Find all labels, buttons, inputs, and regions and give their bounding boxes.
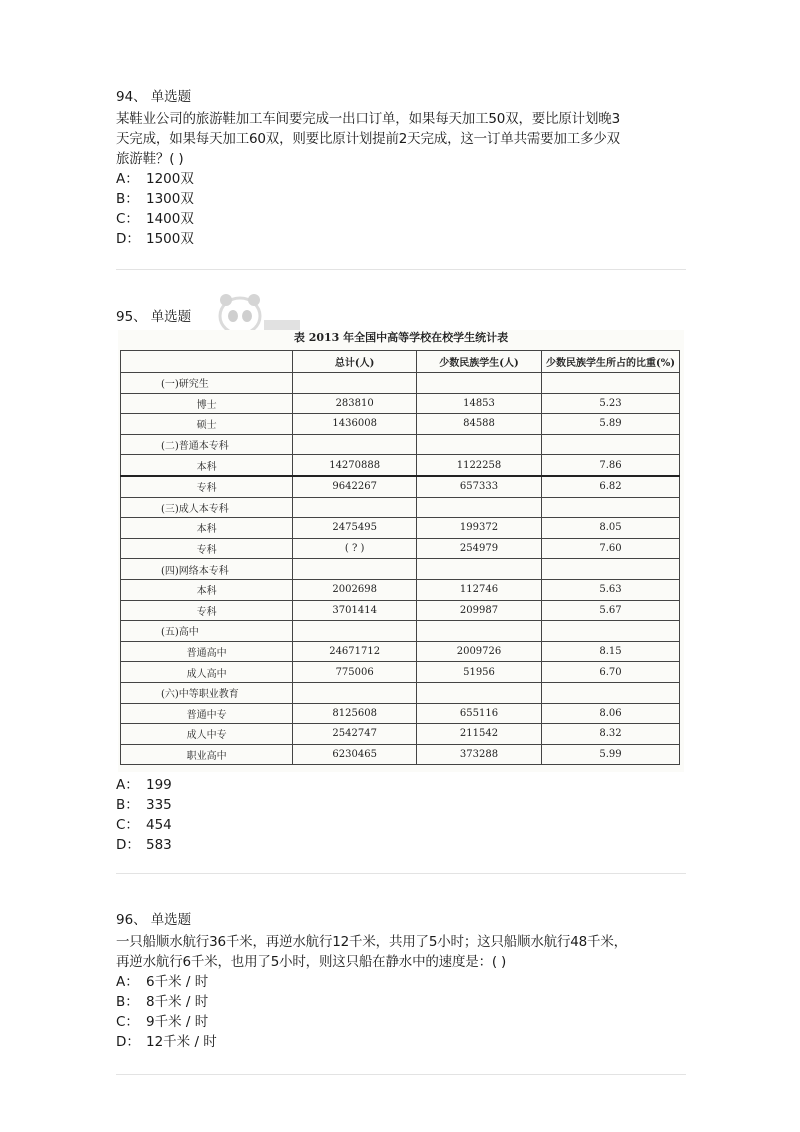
ratio-cell: [542, 497, 680, 518]
minority-cell: 2009726: [416, 641, 541, 662]
row-label: 本科: [121, 579, 293, 600]
minority-cell: [416, 497, 541, 518]
row-label: 硕士: [121, 414, 293, 435]
option-c[interactable]: [116, 815, 686, 835]
option-a[interactable]: [116, 775, 686, 795]
minority-cell: 14853: [416, 393, 541, 414]
option-label: B：: [116, 191, 139, 207]
question-type: 单选题: [150, 89, 192, 105]
row-label: 专科: [121, 476, 293, 497]
total-cell: 3701414: [293, 600, 417, 621]
row-label: 成人高中: [121, 662, 293, 683]
total-cell: [293, 373, 417, 394]
question-number: 94、: [116, 89, 147, 105]
table-row: [121, 414, 680, 435]
option-d[interactable]: [116, 835, 686, 855]
ratio-cell: 6.70: [542, 662, 680, 683]
question-header: [116, 911, 686, 929]
total-cell: 8125608: [293, 703, 417, 724]
ratio-cell: 8.15: [542, 641, 680, 662]
option-label: D：: [116, 231, 140, 247]
total-cell: ( ? ): [293, 538, 417, 559]
table-row: [121, 662, 680, 683]
header-cell: [121, 351, 293, 373]
table-row: [121, 518, 680, 539]
minority-cell: 254979: [416, 538, 541, 559]
option-label: C：: [116, 1014, 139, 1030]
total-cell: 1436008: [293, 414, 417, 435]
ratio-cell: 6.82: [542, 476, 680, 497]
divider: [116, 873, 686, 874]
table-row: [121, 476, 680, 497]
table-row: [121, 703, 680, 724]
total-cell: 9642267: [293, 476, 417, 497]
total-cell: [293, 682, 417, 703]
row-label: (五)高中: [121, 621, 293, 642]
minority-cell: [416, 434, 541, 455]
header-cell: 少数民族学生所占的比重(%): [542, 351, 680, 373]
table-row: [121, 559, 680, 580]
ratio-cell: 8.05: [542, 518, 680, 539]
option-label: A：: [116, 974, 139, 990]
option-text: 9千米 / 时: [146, 1014, 209, 1030]
table-row: [121, 682, 680, 703]
option-text: 12千米 / 时: [146, 1034, 217, 1050]
option-label: C：: [116, 211, 139, 227]
row-label: (三)成人本专科: [121, 497, 293, 518]
option-c[interactable]: [116, 209, 686, 229]
stem-line: 一只船顺水航行36千米，再逆水航行12千米，共用了5小时；这只船顺水航行48千米，: [116, 934, 627, 950]
ratio-cell: [542, 621, 680, 642]
option-label: D：: [116, 837, 140, 853]
minority-cell: 199372: [416, 518, 541, 539]
table-row: [121, 600, 680, 621]
minority-cell: 655116: [416, 703, 541, 724]
total-cell: 2475495: [293, 518, 417, 539]
question-number: 95、: [116, 309, 147, 325]
table-row: [121, 744, 680, 765]
total-cell: 14270888: [293, 455, 417, 476]
ratio-cell: 5.89: [542, 414, 680, 435]
option-text: 1200双: [146, 171, 194, 187]
row-label: 职业高中: [121, 744, 293, 765]
stem-line: 再逆水航行6千米，也用了5小时，则这只船在静水中的速度是：( ): [116, 954, 507, 970]
minority-cell: 657333: [416, 476, 541, 497]
ratio-cell: [542, 373, 680, 394]
table-row: [121, 393, 680, 414]
minority-cell: 1122258: [416, 455, 541, 476]
ratio-cell: 5.23: [542, 393, 680, 414]
row-label: 本科: [121, 455, 293, 476]
total-cell: [293, 559, 417, 580]
option-b[interactable]: [116, 189, 686, 209]
total-cell: [293, 434, 417, 455]
question-type: 单选题: [150, 309, 192, 325]
minority-cell: 373288: [416, 744, 541, 765]
ratio-cell: 5.63: [542, 579, 680, 600]
row-label: (六)中等职业教育: [121, 682, 293, 703]
table-row: [121, 373, 680, 394]
table-row: [121, 497, 680, 518]
stem-line: 天完成，如果每天加工60双，则要比原计划提前2天完成，这一订单共需要加工多少双: [116, 131, 620, 147]
header-cell: 少数民族学生(人): [416, 351, 541, 373]
row-label: 专科: [121, 600, 293, 621]
minority-cell: [416, 621, 541, 642]
row-label: (二)普通本专科: [121, 434, 293, 455]
table-row: [121, 538, 680, 559]
ratio-cell: 5.99: [542, 744, 680, 765]
table-row: [121, 579, 680, 600]
header-cell: 总计(人): [293, 351, 417, 373]
row-label: 博士: [121, 393, 293, 414]
option-text: 454: [146, 817, 172, 833]
option-text: 199: [146, 777, 172, 793]
option-text: 8千米 / 时: [146, 994, 209, 1010]
option-d[interactable]: [116, 1032, 686, 1052]
option-label: B：: [116, 797, 139, 813]
option-label: B：: [116, 994, 139, 1010]
row-label: 本科: [121, 518, 293, 539]
minority-cell: 51956: [416, 662, 541, 683]
option-b[interactable]: [116, 992, 686, 1012]
option-a[interactable]: [116, 169, 686, 189]
stem-line: 旅游鞋？( ): [116, 151, 184, 167]
question-number: 96、: [116, 912, 147, 928]
minority-cell: 211542: [416, 724, 541, 745]
ratio-cell: [542, 682, 680, 703]
statistics-table: [120, 350, 680, 765]
option-text: 335: [146, 797, 172, 813]
total-cell: 775006: [293, 662, 417, 683]
ratio-cell: 5.67: [542, 600, 680, 621]
minority-cell: [416, 373, 541, 394]
divider: [116, 269, 686, 270]
row-label: (四)网络本专科: [121, 559, 293, 580]
table-body: [121, 373, 680, 765]
question-header: [116, 308, 686, 326]
total-cell: 283810: [293, 393, 417, 414]
question-95: [116, 308, 686, 326]
table-row: [121, 724, 680, 745]
table-row: [121, 455, 680, 476]
row-label: 普通中专: [121, 703, 293, 724]
question-type: 单选题: [150, 912, 192, 928]
ratio-cell: [542, 434, 680, 455]
total-cell: [293, 497, 417, 518]
total-cell: 2542747: [293, 724, 417, 745]
question-95-options: [116, 775, 686, 855]
option-text: 1400双: [146, 211, 194, 227]
question-stem: [116, 932, 686, 972]
divider: [116, 1074, 686, 1075]
minority-cell: [416, 682, 541, 703]
table-row: [121, 434, 680, 455]
table-row: [121, 621, 680, 642]
minority-cell: 209987: [416, 600, 541, 621]
total-cell: [293, 621, 417, 642]
option-label: A：: [116, 171, 139, 187]
option-c[interactable]: [116, 1012, 686, 1032]
option-text: 6千米 / 时: [146, 974, 209, 990]
row-label: (一)研究生: [121, 373, 293, 394]
table-title: 表 2013 年全国中高等学校在校学生统计表: [293, 331, 509, 344]
row-label: 专科: [121, 538, 293, 559]
total-cell: 2002698: [293, 579, 417, 600]
table-header-row: [121, 351, 680, 373]
option-d[interactable]: [116, 229, 686, 249]
question-stem: [116, 109, 686, 169]
row-label: 普通高中: [121, 641, 293, 662]
option-label: A：: [116, 777, 139, 793]
option-b[interactable]: [116, 795, 686, 815]
stem-line: 某鞋业公司的旅游鞋加工车间要完成一出口订单，如果每天加工50双，要比原计划晚3: [116, 111, 620, 127]
ratio-cell: 8.06: [542, 703, 680, 724]
table-row: [121, 641, 680, 662]
minority-cell: [416, 559, 541, 580]
ratio-cell: [542, 559, 680, 580]
minority-cell: 84588: [416, 414, 541, 435]
minority-cell: 112746: [416, 579, 541, 600]
option-text: 1300双: [146, 191, 194, 207]
question-96: [116, 911, 686, 1052]
ratio-cell: 7.60: [542, 538, 680, 559]
total-cell: 6230465: [293, 744, 417, 765]
option-text: 1500双: [146, 231, 194, 247]
total-cell: 24671712: [293, 641, 417, 662]
statistics-table-image: [118, 330, 684, 772]
question-header: [116, 88, 686, 106]
ratio-cell: 8.32: [542, 724, 680, 745]
ratio-cell: 7.86: [542, 455, 680, 476]
question-94: [116, 88, 686, 249]
option-label: D：: [116, 1034, 140, 1050]
option-label: C：: [116, 817, 139, 833]
option-a[interactable]: [116, 972, 686, 992]
row-label: 成人中专: [121, 724, 293, 745]
option-text: 583: [146, 837, 172, 853]
